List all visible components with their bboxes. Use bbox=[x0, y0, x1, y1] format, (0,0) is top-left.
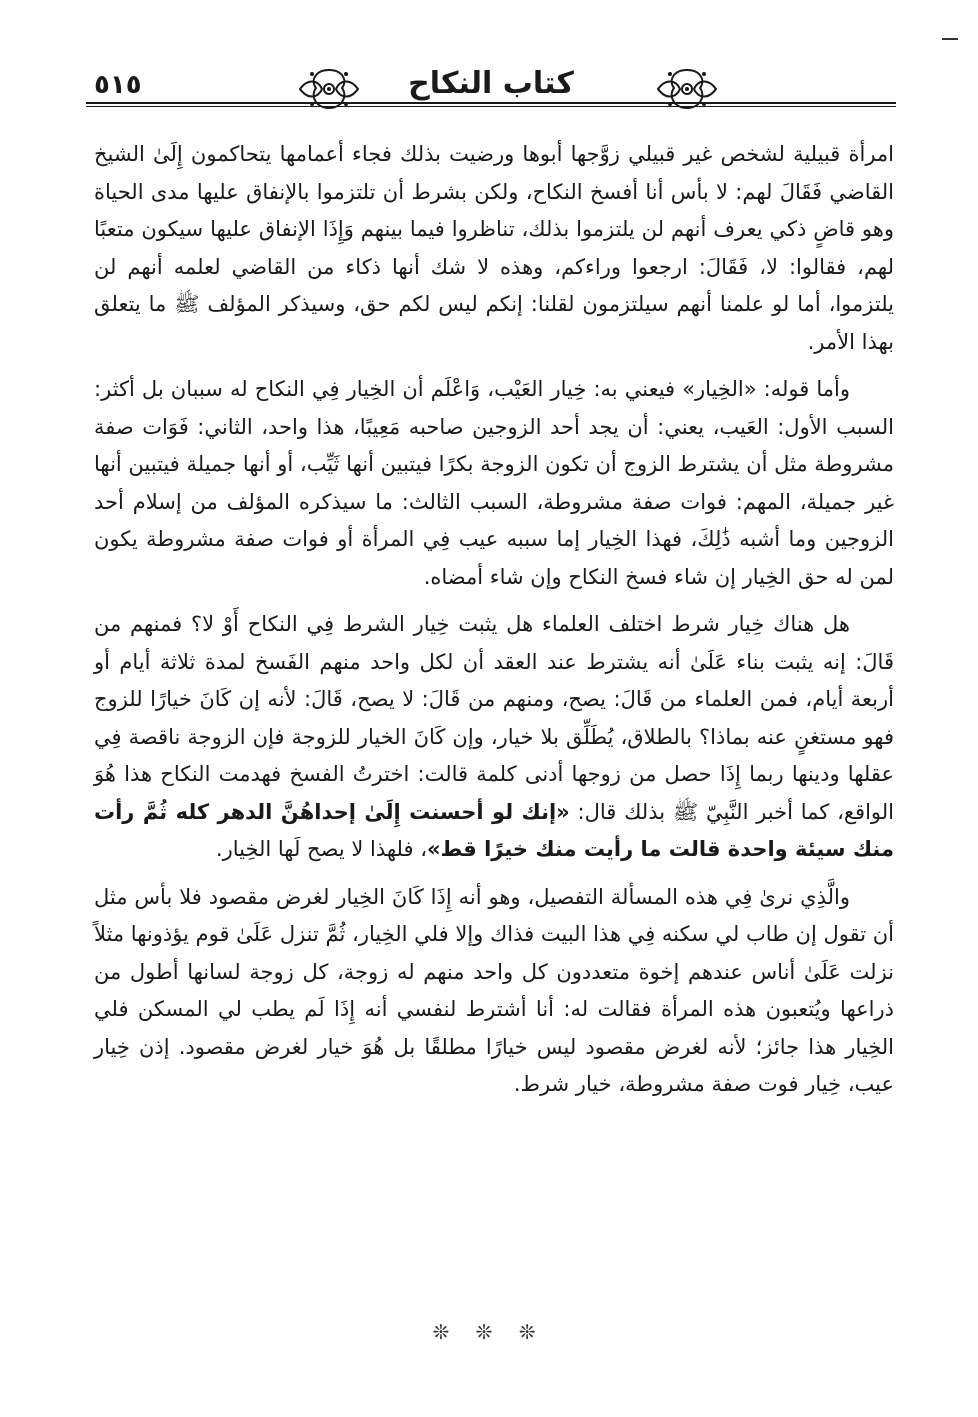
hadith-quote: «إنك لو أحسنت إِلَىٰ إحداهُنَّ الدهر كله ثُمَّ رأت منك سيئة واحدة قالت ما رأيت منك خيرًا قط» bbox=[94, 799, 894, 861]
paragraph-3 bbox=[94, 606, 894, 869]
header-rule-thin bbox=[86, 106, 896, 107]
paragraph-2: وأما قوله: «الخِيار» فيعني به: خِيار العَيْب، وَاعْلَم أن الخِيار فِي النكاح له سببان بل أكثر: السبب الأول: العَيب، يعني: أن يجد أحد الزوجين صاحبه مَعِيبًا، هذا واحد، الثاني: فَوَات صفة مشروطة مثل أن يشترط الزوج أن تكون الزوجة بكرًا فيتبين أنها ثَيِّب، أو أنها جميلة فيتبين أنها غير جميلة، المهم: فوات صفة مشروطة، السبب الثالث: ما سيذكره المؤلف من إسلام أحد الزوجين وما أشبه ذَٰلِكَ، فهذا الخِيار إما سببه عيب فِي المرأة أو فوات صفة مشروطة يكون لمن له حق الخِيار إن شاء فسخ النكاح وإن شاء أمضاه. bbox=[94, 377, 894, 589]
paragraph-3-tail: ، فلهذا لا يصح لَها الخِيار. bbox=[215, 837, 427, 861]
page-header bbox=[86, 62, 896, 120]
section-separator: ❊ ❊ ❊ bbox=[432, 1320, 546, 1344]
main-text bbox=[94, 136, 894, 1114]
page-number: ٥١٥ bbox=[94, 70, 142, 100]
paragraph-3-text: هل هناك خِيار شرط اختلف العلماء هل يثبت خِيار الشرط فِي النكاح أَوْ لا؟ فمنهم من قَالَ: إنه يثبت بناء عَلَىٰ أنه يشترط عند العقد أن لكل واحد منهم الفَسخ لمدة ثلاثة أيام أو أربعة أيام، فمن العلماء من قَالَ: يصح، ومنهم من قَالَ: لا يصح، قَالَ: لأنه إن كَانَ خيارًا للزوج فهو مستغنٍ عنه بماذا؟ بالطلاق، يُطَلِّق بلا خيار، وإن كَانَ الخيار للزوجة فإن الزوجة ناقصة فِي عقلها ودينها ربما إِذَا حصل من زوجها أدنى كلمة قالت: اخترتُ الفسخ فهدمت النكاح هذا هُوَ الواقع، كما أخبر النَّبِيّ ﷺ بذلك قال: bbox=[94, 612, 894, 824]
corner-mark bbox=[942, 38, 958, 40]
paragraph-1: امرأة قبيلية لشخص غير قبيلي زوَّجها أبوها ورضيت بذلك فجاء أعمامها يتحاكمون إِلَىٰ الشيخ القاضي فَقَالَ لهم: لا بأس أنا أفسخ النكاح، ولكن بشرط أن تلتزموا بالإنفاق عليها مدى الحياة وهو قاضٍ ذكي يعرف أنهم لن يلتزموا بذلك، تناظروا فيما بينهم وَإِذَا الإنفاق عليها سيكون متعبًا لهم، فقالوا: لا، فَقَالَ: ارجعوا وراءكم، وهذه لا شك أنها ذكاء من القاضي لعلمه أنهم لن يلتزموا، أما لو علمنا أنهم سيلتزمون لقلنا: إنكم ليس لكم حق، وسيذكر المؤلف ﷺ ما يتعلق بهذا الأمر. bbox=[94, 142, 894, 354]
running-title: كتاب النكاح bbox=[408, 66, 574, 101]
paragraph-4: والَّذِي نرىٰ فِي هذه المسألة التفصيل، وهو أنه إِذَا كَانَ الخِيار لغرض مقصود فلا بأس مثل أن تقول إن طاب لي سكنه فِي هذا البيت فذاك وإلا فلي الخِيار، ثُمَّ تنزل عَلَىٰ قوم يؤذونها مثلاً نزلت عَلَىٰ أناس عندهم إخوة متعددون كل واحد منهم له زوجة، كل زوجة لسانها أطول من ذراعها ويُتعبون هذه المرأة فقالت له: أنا أشترط لنفسي أنه إِذَا لَم يطب لي المسكن فلي الخِيار هذا جائز؛ لأنه لغرض مقصود ليس خيارًا مطلقًا بل هُوَ خيار لغرض مقصود. إذن خِيار عيب، خِيار فوت صفة مشروطة، خيار شرط. bbox=[94, 884, 894, 1096]
header-rule bbox=[86, 102, 896, 104]
